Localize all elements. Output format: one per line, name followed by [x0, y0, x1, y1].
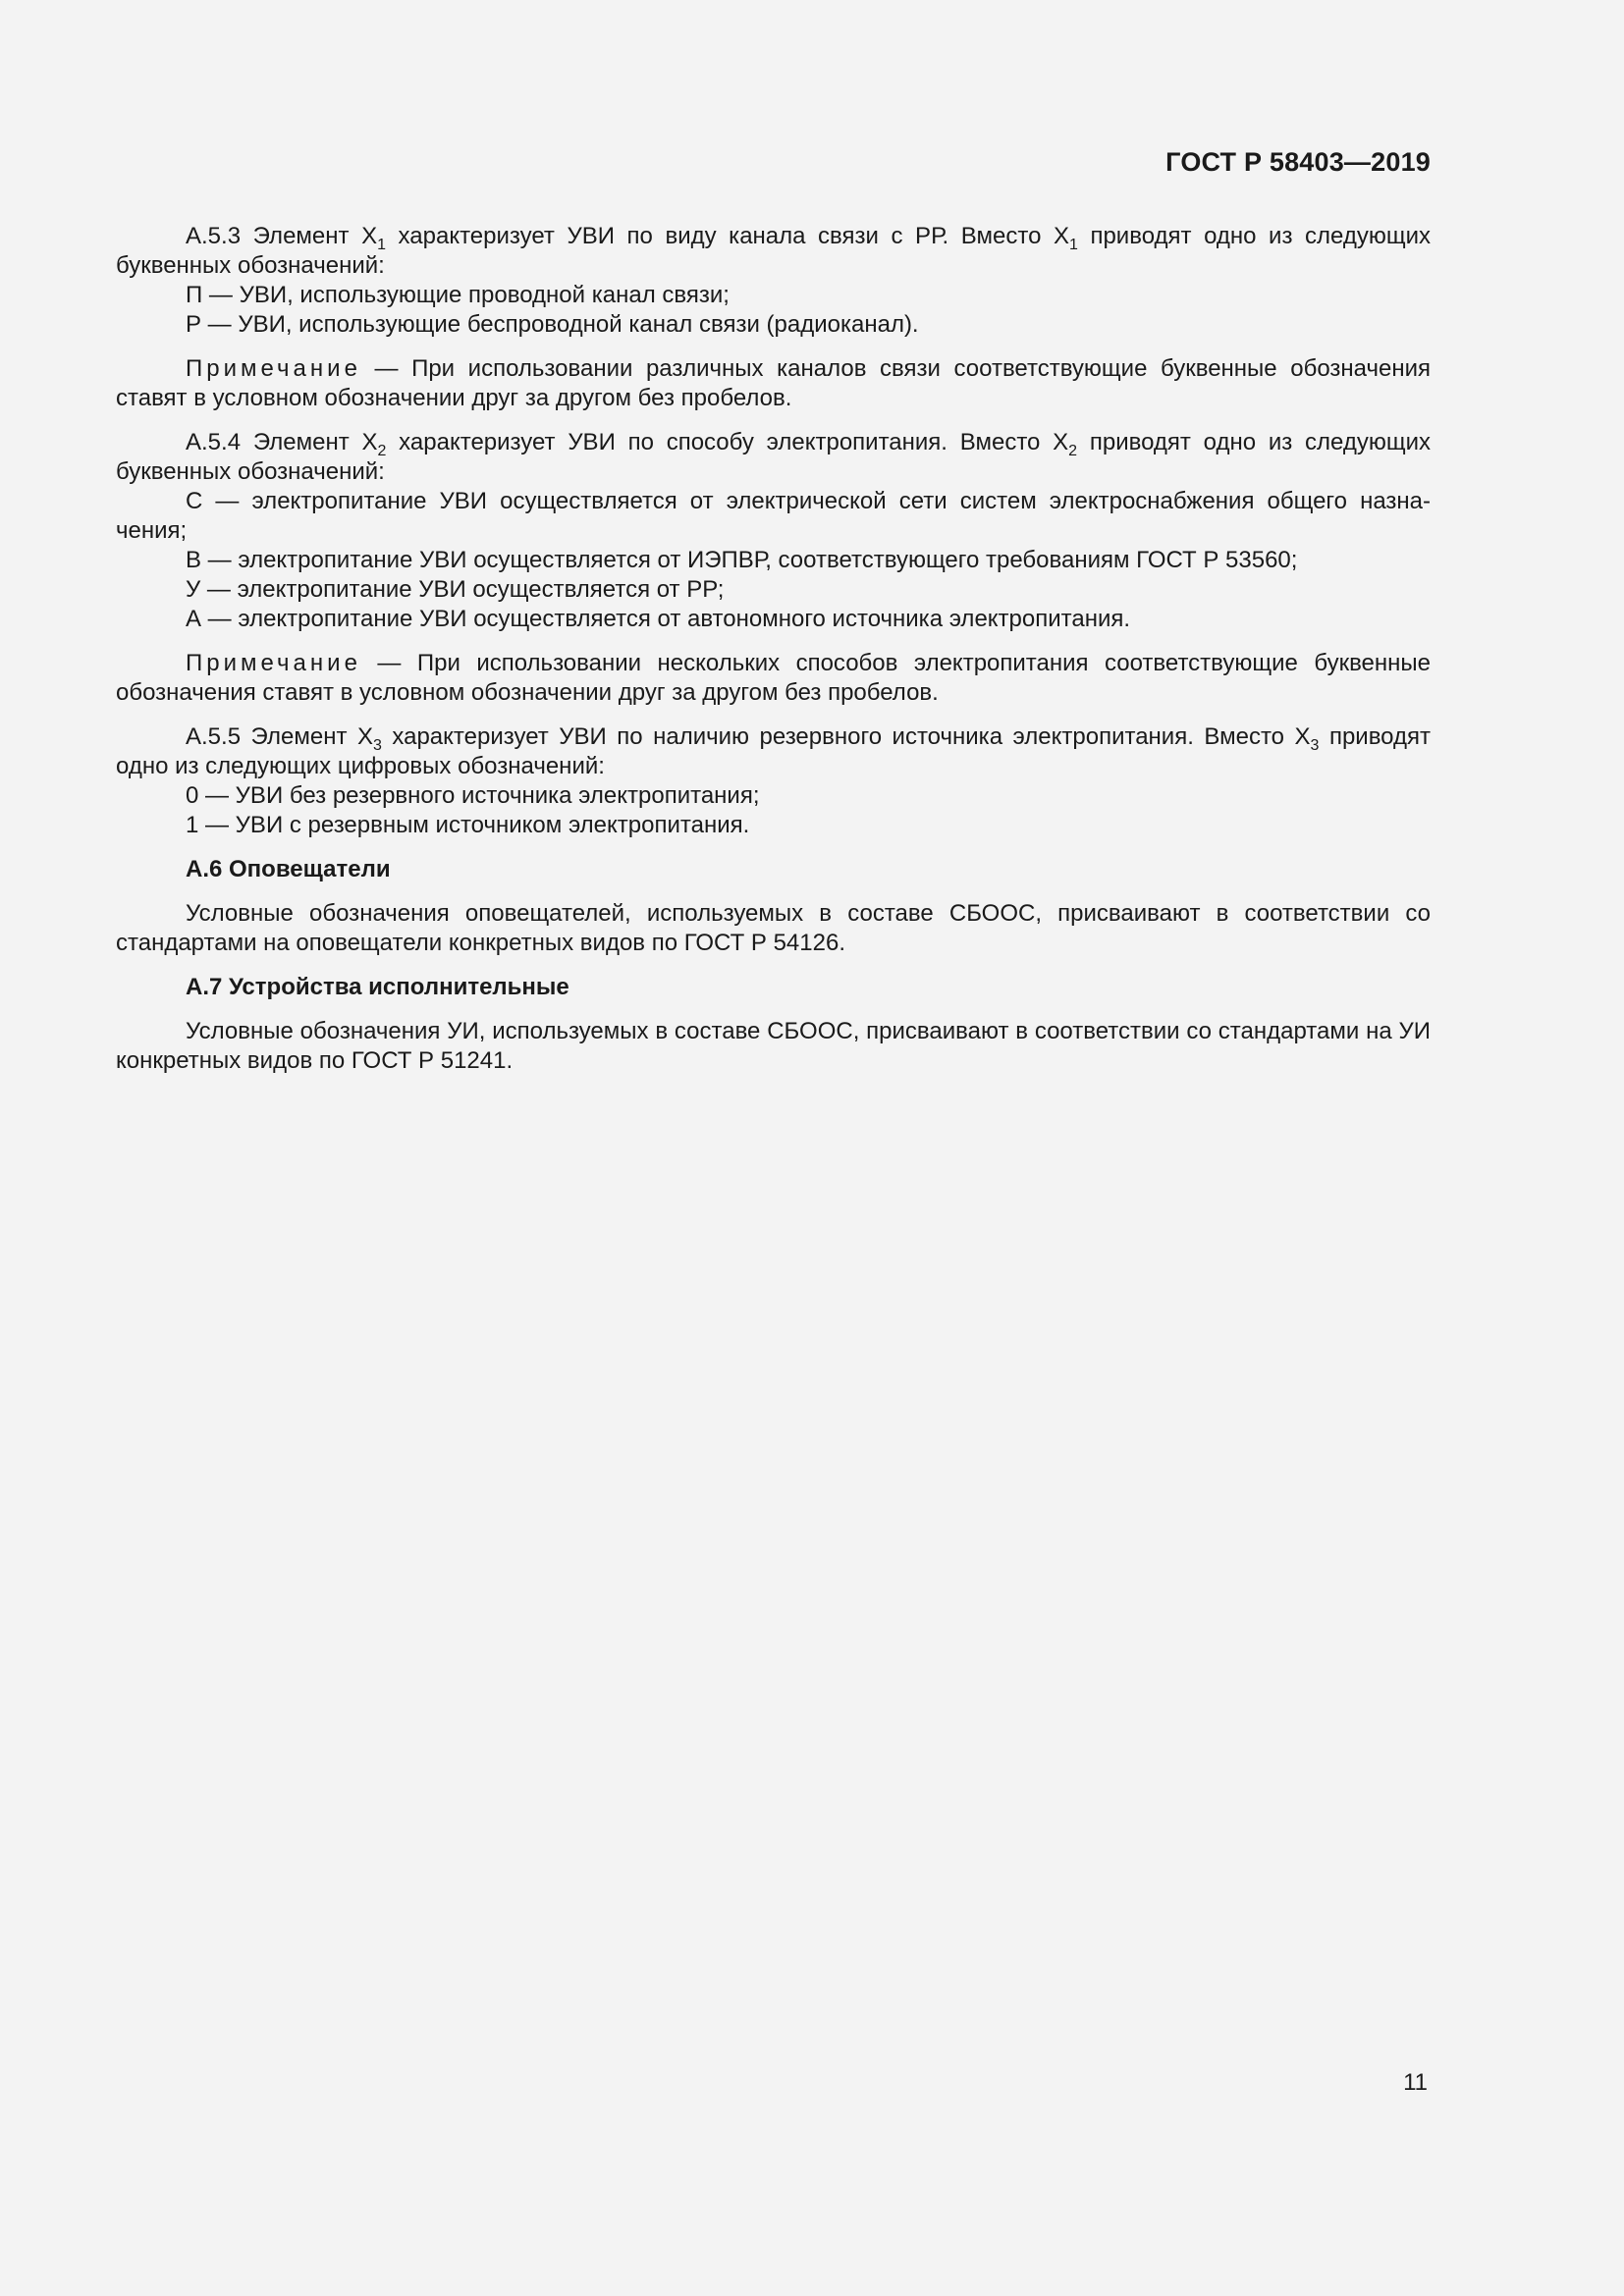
section-heading-a-6: А.6 Оповещатели [186, 856, 391, 882]
list-item: У — электропитание УВИ осуществляется от РР; [186, 576, 725, 603]
clause-number: А.5.4 [186, 429, 242, 455]
paragraph-a-7: Условные обозначения УИ, используемых в составе СБООС, присваивают в соответствии со стандартами на УИ конкретных видов по ГОСТ Р 51241. [116, 1018, 1431, 1074]
list-item: С — электропитание УВИ осуществляется от электрической сети систем электроснабжения общего назна-чения; [116, 488, 1431, 544]
note-a-5-3: Примечание — При использовании различных каналов связи соответствующие буквенные обозначения ставят в условном обозначении друг за другом без пробелов. [116, 355, 1431, 411]
document-body [116, 222, 1431, 1076]
paragraph-a-5-4: А.5.4 Элемент $Х_2$ характеризует УВИ по способу электропитания. Вместо $Х_2$ приводят одно из следующих буквенных обозначений: [116, 429, 1432, 485]
paragraph-a-5-3: А.5.3 Элемент $Х_1$ характеризует УВИ по виду канала связи с РР. Вместо $Х_1$ приводят одно из следующих буквенных обозначений: [116, 223, 1432, 279]
note-label: Примечание [186, 355, 361, 382]
list-item: 1 — УВИ с резервным источником электропитания. [186, 812, 750, 838]
section-heading-a-7: А.7 Устройства исполнительные [186, 974, 569, 1000]
list-item: В — электропитание УВИ осуществляется от ИЭПВР, соответствующего требованиям ГОСТ Р 53560; [186, 547, 1298, 573]
clause-number: А.5.5 [186, 723, 242, 750]
list-item: Р — УВИ, использующие беспроводной канал связи (радиоканал). [186, 311, 919, 338]
list-item: А — электропитание УВИ осуществляется от автономного источника электропитания. [186, 606, 1131, 632]
clause-number: А.5.3 [186, 223, 242, 249]
page-number: 11 [1403, 2069, 1428, 2096]
list-item: 0 — УВИ без резервного источника электропитания; [186, 782, 760, 809]
note-a-5-4: Примечание — При использовании нескольких способов электропитания соответствующие буквенные обозначения ставят в условном обозначении друг за другом без пробелов. [116, 650, 1431, 706]
paragraph-a-5-5: А.5.5 Элемент $Х_3$ характеризует УВИ по наличию резервного источника электропитания. Вместо $Х_3$ приводят одно из следующих цифровых обозначений: [116, 723, 1431, 779]
note-label: Примечание [186, 650, 361, 676]
paragraph-a-6: Условные обозначения оповещателей, используемых в составе СБООС, присваивают в соответствии со стандартами на оповещатели конкретных видов по ГОСТ Р 54126. [116, 900, 1431, 956]
standard-designation: ГОСТ Р 58403—2019 [1165, 147, 1431, 177]
list-item: П — УВИ, использующие проводной канал связи; [186, 282, 730, 308]
